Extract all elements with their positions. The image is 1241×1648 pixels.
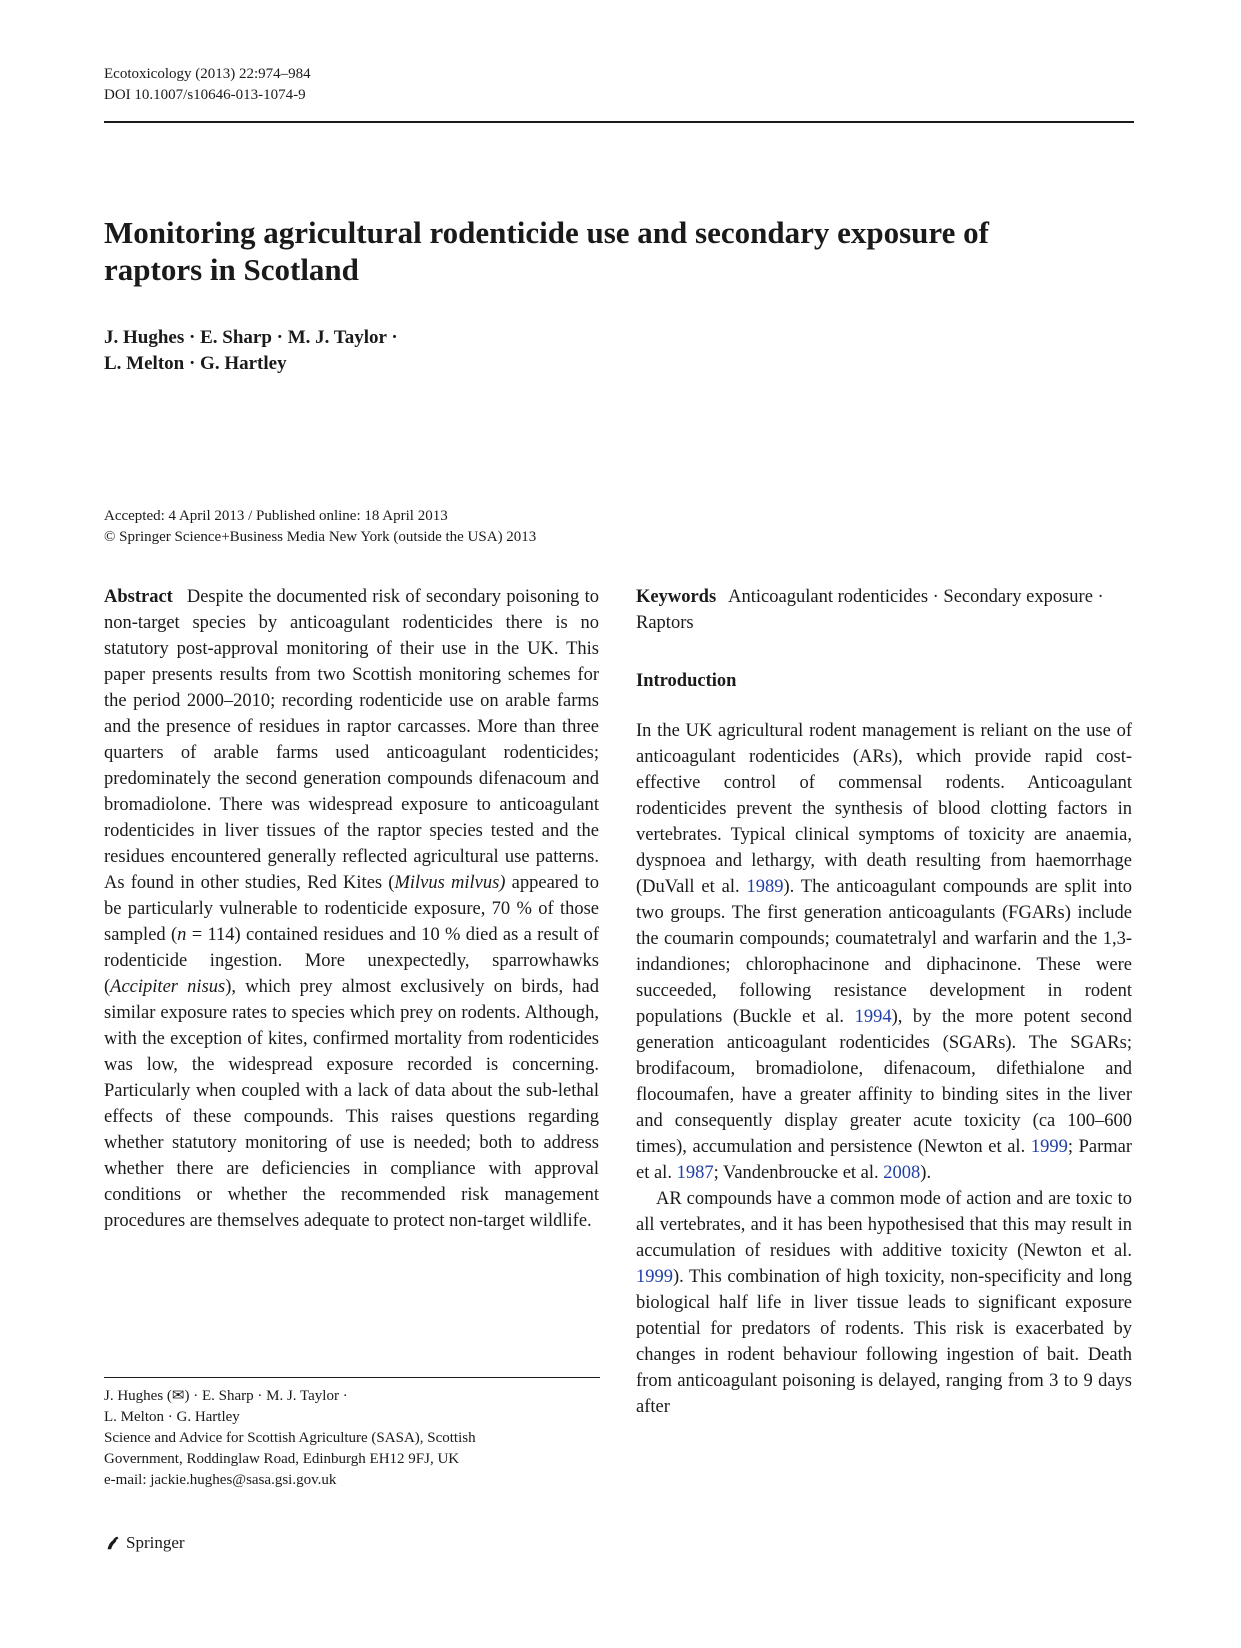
citation-link[interactable]: 2008 <box>883 1163 921 1183</box>
introduction-paragraph: In the UK agricultural rodent management is reliant on the use of anticoagulant rodenticides (ARs), which provide rapid cost-effective control of commensal rodents. Anticoagulant rodenticides prevent the synthesis of blood clotting factors in vertebrates. Typical clinical symptoms of toxicity are anaemia, dyspnoea and lethargy, with death resulting from haemorrhage (DuVall et al. 1989). The anticoagulant compounds are split into two groups. The first generation anticoagulants (FGARs) include the coumarin compounds; coumatetralyl and warfarin and the 1,3-indandiones; chlorophacinone and diphacinone. These were succeeded, following resistance development in rodent populations (Buckle et al. 1994), by the more potent second generation anticoagulant rodenticides (SGARs). The SGARs; brodifacoum, bromadiolone, difenacoum, difethialone and flocoumafen, have a greater affinity to binding sites in the liver and consequently display greater acute toxicity (ca 100–600 times), accumulation and persistence (Newton et al. 1999; Parmar et al. 1987; Vandenbroucke et al. 2008). <box>636 721 1132 1183</box>
copyright-line: © Springer Science+Business Media New York (outside the USA) 2013 <box>104 529 537 545</box>
affiliation-footnote <box>104 1386 604 1491</box>
citation-link[interactable]: 1999 <box>636 1267 673 1287</box>
citation-link[interactable]: 1987 <box>676 1163 714 1183</box>
abstract-label: Abstract <box>104 587 173 607</box>
authors-line-1: J. Hughes · E. Sharp · M. J. Taylor · <box>104 327 398 348</box>
authors-line-2: L. Melton · G. Hartley <box>104 353 287 374</box>
keywords <box>636 584 1132 636</box>
journal-header <box>104 64 311 106</box>
author-list <box>104 325 398 377</box>
email-line: e-mail: jackie.hughes@sasa.gsi.gov.uk <box>104 1472 337 1488</box>
page-footer <box>104 1532 185 1554</box>
keywords-label: Keywords <box>636 587 717 607</box>
citation-link[interactable]: 1999 <box>1030 1137 1068 1157</box>
institution-line-1: Science and Advice for Scottish Agriculture (SASA), Scottish <box>104 1430 476 1446</box>
introduction-heading: Introduction <box>636 671 737 691</box>
introduction-paragraph: AR compounds have a common mode of action and are toxic to all vertebrates, and it has been hypothesised that this may result in accumulation of residues with additive toxicity (Newton et al. 1999). This combination of high toxicity, non-specificity and long biological half life in liver tissue leads to significant exposure potential for predators of rodents. This risk is exacerbated by changes in rodent behaviour following ingestion of bait. Death from anticoagulant poisoning is delayed, ranging from 3 to 9 days after <box>636 1189 1132 1417</box>
footnote-rule <box>104 1377 600 1378</box>
springer-horse-icon <box>104 1534 122 1552</box>
accepted-published-line: Accepted: 4 April 2013 / Published online: 18 April 2013 <box>104 508 448 524</box>
abstract-paragraph: Abstract Despite the documented risk of secondary poisoning to non-target species by anticoagulant rodenticides there is no statutory post-approval monitoring of their use in the UK. This paper presents results from two Scottish monitoring schemes for the period 2000–2010; recording rodenticide use on arable farms and the presence of residues in raptor carcasses. More than three quarters of arable farms used anticoagulant rodenticides; predominately the second generation compounds difenacoum and bromadiolone. There was widespread exposure to anticoagulant rodenticides in liver tissues of the raptor species tested and the residues encountered generally reflected agricultural use patterns. As found in other studies, Red Kites (Milvus milvus) appeared to be particularly vulnerable to rodenticide exposure, 70 % of those sampled (n = 114) contained residues and 10 % died as a result of rodenticide ingestion. More unexpectedly, sparrowhawks (Accipiter nisus), which prey almost exclusively on birds, had similar exposure rates to species which prey on rodents. Although, with the exception of kites, confirmed mortality from rodenticides was low, the widespread exposure recorded is concerning. Particularly when coupled with a lack of data about the sub-lethal effects of these compounds. This raises questions regarding whether statutory monitoring of use is needed; both to address whether there are deficiencies in compliance with approval conditions or whether the recommended risk management procedures are themselves adequate to protect non-target wildlife. <box>104 587 599 1231</box>
institution-line-2: Government, Roddinglaw Road, Edinburgh EH12 9FJ, UK <box>104 1451 460 1467</box>
species-name: Milvus milvus) <box>394 873 506 893</box>
publication-dates <box>104 506 536 548</box>
keywords-text: Anticoagulant rodenticides · Secondary exposure · Raptors <box>636 587 1104 633</box>
species-name: Accipiter nisus <box>110 977 226 997</box>
journal-citation: Ecotoxicology (2013) 22:974–984 <box>104 66 311 82</box>
publisher-name: Springer <box>126 1533 185 1552</box>
citation-link[interactable]: 1989 <box>746 877 784 897</box>
affiliation-authors-2: L. Melton · G. Hartley <box>104 1409 240 1425</box>
article-title: Monitoring agricultural rodenticide use and secondary exposure of raptors in Scotland <box>104 215 989 287</box>
citation-link[interactable]: 1994 <box>854 1007 892 1027</box>
n-symbol: n <box>177 925 187 945</box>
right-column <box>636 584 1132 1420</box>
abstract-column <box>104 584 599 1234</box>
affiliation-authors-1: J. Hughes (✉) · E. Sharp · M. J. Taylor · <box>104 1388 348 1404</box>
doi: DOI 10.1007/s10646-013-1074-9 <box>104 87 306 103</box>
header-rule <box>104 121 1134 123</box>
